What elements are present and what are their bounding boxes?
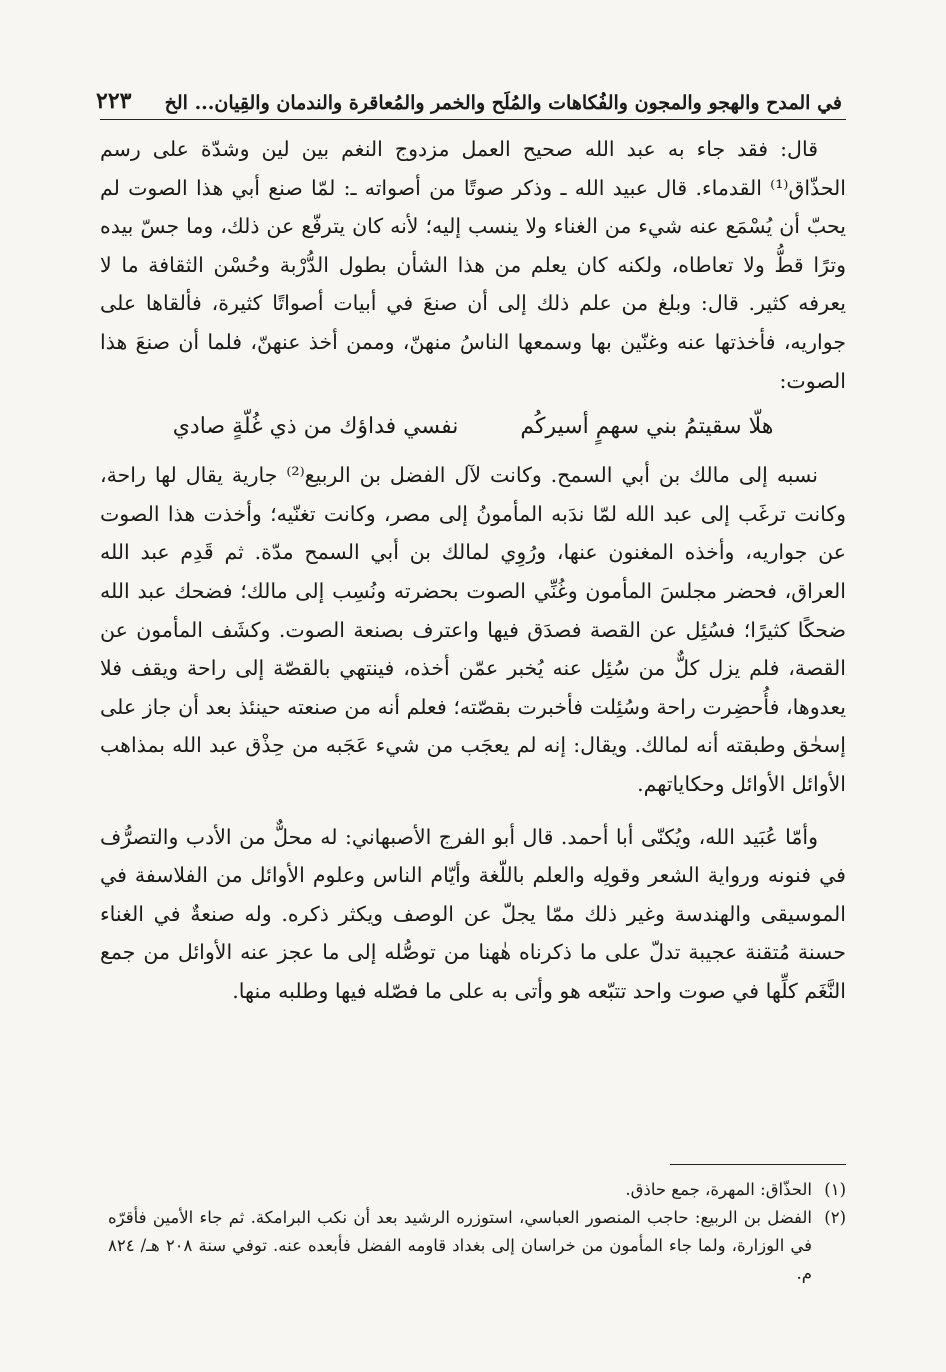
footnotes — [108, 1176, 846, 1288]
running-title: في المدح والهجو والمجون والفُكاهات والمُلَح والخمر والمُعاقرة والندمان والقِيان... الخ — [164, 92, 842, 114]
page-number: ٢٢٣ — [96, 88, 132, 114]
footnote-rule — [670, 1164, 846, 1165]
footnote — [108, 1204, 846, 1288]
paragraph-gap — [100, 804, 846, 818]
footnote-number: (١) — [824, 1180, 846, 1199]
footnote-number: (٢) — [824, 1208, 846, 1227]
paragraph-2: نسبه إلى مالك بن أبي السمح. وكانت لآل الفضل بن الربيع⁽²⁾ جارية يقال لها راحة، وكانت ترغَب إلى عبد الله لمّا ندَبه المأمونُ إلى مصر، وكانت تغنّيه؛ وأخذت هذا الصوت عن جواريه، وأخذه المغنون عنها، ورُوِي لمالك بن أبي السمح مدّة. ثم قَدِم عبد الله العراق، فحضر مجلسَ المأمون وغُنِّي الصوت بحضرته ونُسِب إلى مالك؛ فضحك عبد الله ضحكًا كثيرًا؛ فسُئِل عن القصة فصدَق فيها واعترف بصنعة الصوت. وكشَف المأمون عن القصة، فلم يزل كلٌّ من سُئِل عنه يُخبر عمّن أخذه، فينتهي بالقصّة إلى راحة ويقف فلا يعدوها، فأُحضِرت راحة وسُئِلت فأخبرت بقصّته؛ فعلم أنه من صنعته حينئذ بعد أن جاز على إسحٰق وطبقته أنه لمالك. ويقال: إنه لم يعجَب من شيء عَجَبه من حِذْق عبد الله بمذاهب الأوائل الأوائل وحكاياتهم. — [100, 463, 846, 796]
footnote-text: الفضل بن الربيع: حاجب المنصور العباسي، استوزره الرشيد بعد أن نكب البرامكة. ثم جاء الأمين فأقرّه في الوزارة، ولما جاء المأمون من خراسان إلى بغداد قاومه الفضل فأبعده عنه. توفي سنة ٢٠٨ هـ/ ٨٢٤ م. — [108, 1208, 812, 1283]
footnote — [108, 1176, 846, 1204]
verse-first-hemistich: هلّا سقيتمُ بني سهمٍ أسيركُم — [520, 414, 774, 440]
verse-second-hemistich: نفسي فداؤك من ذي غُلّةٍ صادي — [172, 414, 459, 440]
paragraph-3: وأمّا عُبَيد الله، ويُكنّى أبا أحمد. قال أبو الفرج الأصبهاني: له محلٌّ من الأدب والتصرُّف في فنونه ورواية الشعر وقولِه والعلم باللّغة وأيّام الناس وعلوم الأوائل من الفلاسفة في الموسيقى والهندسة وغير ذلك ممّا يجلّ عن الوصف ويكثر ذكره. وله صنعةٌ في الغناء حسنة مُتقنة عجيبة تدلّ على ما ذكرناه هٰهنا من توصُّله إلى ما عجز عنه الأوائل من جمع النَّغَم كلِّها في صوت واحد تتبّعه هو وأتى به على ما فصّله فيها وطلبه منها. — [100, 824, 846, 1003]
verse-line — [100, 407, 846, 447]
main-text — [100, 130, 846, 1010]
header-rule — [100, 119, 846, 120]
footnote-text: الحذّاق: المهرة، جمع حاذق. — [625, 1180, 812, 1199]
paragraph-1: قال: فقد جاء به عبد الله صحيح العمل مزدوج النغم بين لين وشدّة على رسم الحذّاق⁽¹⁾ القدماء. قال عبيد الله ـ وذكر صوتًا من أصواته ـ: لمّا صنع أبي هذا الصوت لم يحبّ أن يُسْمَع عنه شيء من الغناء ولا ينسب إليه؛ لأنه كان يترفّع عن ذلك، وما جسّ بيده وترًا قطُّ ولا تعاطاه، ولكنه كان يعلم من هذا الشأن بطول الدُّرْبة وحُسْن الثقافة ما لا يعرفه كثير. قال: وبلغ من علم ذلك إلى أن صنعَ في أبيات أصواتًا كثيرة، فألقاها على جواريه، فأخذتها عنه وغنّين بها وسمعها الناسُ منهنّ، وممن أخذ عنهنّ، فلما أن صنعَ هذا الصوت: — [100, 137, 846, 393]
page-header — [96, 78, 842, 114]
